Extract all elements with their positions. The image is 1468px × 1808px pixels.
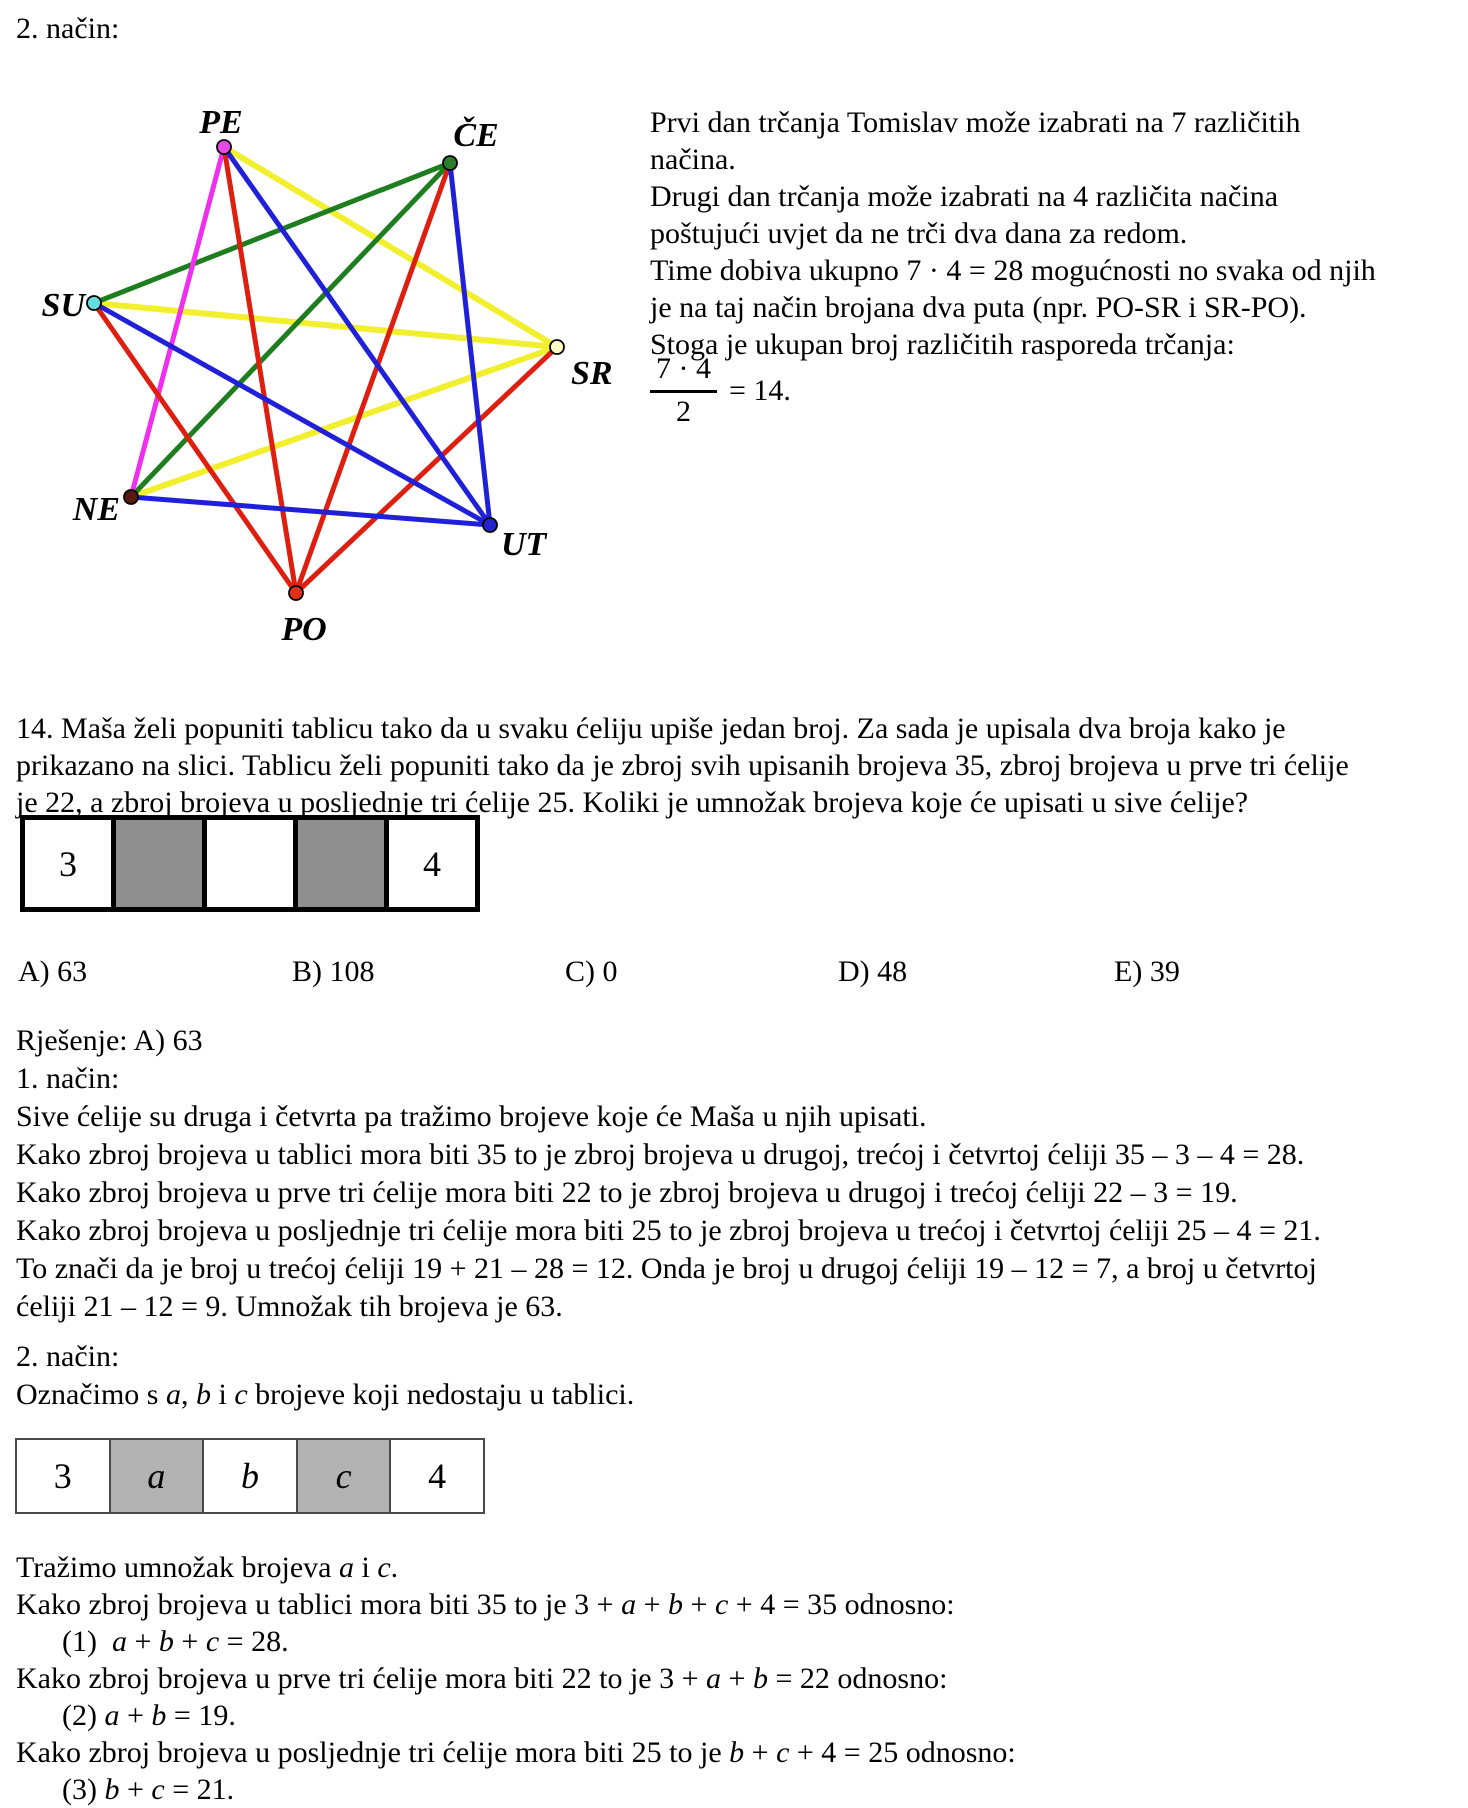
vertex-dot-SR	[550, 340, 564, 354]
cell-value: a	[147, 1456, 166, 1496]
vertex-dot-CE	[443, 156, 457, 170]
method-2-derivation	[16, 1549, 1016, 1808]
table-cell-5	[384, 820, 475, 907]
vertex-label-CE: ČE	[453, 117, 499, 154]
fraction-result: = 14.	[729, 373, 791, 407]
cell-value: b	[240, 1456, 259, 1496]
edge-CE-SU	[94, 163, 450, 303]
explanation-block	[650, 104, 1376, 363]
edge-UT-NE	[131, 497, 490, 525]
solution-line: To znači da je broj u trećoj ćeliji 19 + 21 – 28 = 12. Onda je broj u drugoj ćeliji 19 – 12 = 7, a broj u četvrtoj	[16, 1252, 1317, 1285]
method-2-intro: Označimo s a, b i c brojeve koji nedostaju u tablici.	[16, 1378, 635, 1411]
table-cell-3	[202, 1440, 296, 1512]
solution-line: ćeliji 21 – 12 = 9. Umnožak tih brojeva je 63.	[16, 1290, 563, 1323]
fraction	[650, 352, 717, 429]
explanation-line: načina.	[650, 143, 736, 176]
table-cell-4-gray	[293, 820, 384, 907]
vertex-dot-UT	[483, 518, 497, 532]
equation-3: (3) b + c = 21.	[62, 1773, 235, 1806]
fraction-denominator: 2	[676, 395, 691, 428]
cell-value: 4	[428, 1456, 447, 1496]
derivation-line: Kako zbroj brojeva u posljednje tri ćelije mora biti 25 to je b + c + 4 = 25 odnosno:	[16, 1736, 1016, 1769]
answer-options-row	[0, 955, 1468, 995]
vertex-label-PE: PE	[199, 104, 243, 141]
derivation-line: Tražimo umnožak brojeva a i c.	[16, 1551, 399, 1584]
answer-option-a: A) 63	[18, 955, 88, 988]
table-cell-2-gray	[111, 820, 202, 907]
explanation-line: Stoga je ukupan broj različitih rasporeda trčanja:	[650, 328, 1235, 361]
explanation-line: poštujući uvjet da ne trči dva dana za redom.	[650, 217, 1188, 250]
cell-value: 4	[423, 843, 441, 884]
equation-2: (2) a + b = 19.	[62, 1699, 236, 1732]
explanation-line: Drugi dan trčanja može izabrati na 4 različita načina	[650, 180, 1279, 213]
explanation-line: je na taj način brojana dva puta (npr. PO-SR i SR-PO).	[650, 291, 1307, 324]
solution-result: Rješenje: A) 63	[16, 1024, 203, 1057]
solution-line: Kako zbroj brojeva u tablici mora biti 35 to je zbroj brojeva u drugoj, trećoj i četvrtoj ćeliji 35 – 3 – 4 = 28.	[16, 1138, 1305, 1171]
method-1-heading: 1. način:	[16, 1062, 120, 1095]
table-cell-3	[202, 820, 293, 907]
solution-method-1	[16, 1022, 1321, 1326]
vertex-dot-NE	[124, 490, 138, 504]
fraction-numerator: 7 · 4	[650, 352, 717, 393]
vertex-label-SR: SR	[571, 355, 613, 392]
equation-1: (1) a + b + c = 28.	[62, 1625, 289, 1658]
variables-table	[15, 1438, 485, 1514]
explanation-line: Prvi dan trčanja Tomislav može izabrati na 7 različitih	[650, 106, 1301, 139]
vertex-label-UT: UT	[501, 526, 547, 563]
answer-option-e: E) 39	[1114, 955, 1180, 988]
derivation-line: Kako zbroj brojeva u prve tri ćelije mora biti 22 to je 3 + a + b = 22 odnosno:	[16, 1662, 948, 1695]
explanation-line: Time dobiva ukupno 7 · 4 = 28 mogućnosti no svaka od njih	[650, 254, 1376, 287]
vertex-label-SU: SU	[41, 287, 85, 324]
edge-PO-CE	[296, 163, 450, 593]
solution-line: Sive ćelije su druga i četvrta pa tražimo brojeve koje će Maša u njih upisati.	[16, 1100, 927, 1133]
week-days-graph	[0, 0, 660, 680]
solution-line: Kako zbroj brojeva u posljednje tri ćelije mora biti 25 to je zbroj brojeva u trećoj i četvrtoj ćeliji 25 – 4 = 21.	[16, 1214, 1321, 1247]
edge-SR-NE	[131, 347, 557, 497]
fraction-equation	[650, 352, 791, 429]
table-cell-1	[17, 1440, 109, 1512]
given-table	[20, 815, 480, 912]
vertex-dot-PO	[289, 586, 303, 600]
solution-line: Kako zbroj brojeva u prve tri ćelije mora biti 22 to je zbroj brojeva u drugoj i trećoj ćeliji 22 – 3 = 19.	[16, 1176, 1238, 1209]
edge-UT-CE	[450, 163, 490, 525]
table-cell-4-gray	[296, 1440, 390, 1512]
table-cell-5	[389, 1440, 483, 1512]
vertex-dot-PE	[217, 140, 231, 154]
problem-line: 14. Maša želi popuniti tablicu tako da u svaku ćeliju upiše jedan broj. Za sada je upisala dva broja kako je	[16, 712, 1286, 745]
edge-PE-NE	[131, 147, 224, 497]
method-2-heading: 2. način:	[16, 1340, 120, 1373]
answer-option-d: D) 48	[838, 955, 908, 988]
vertex-label-NE: NE	[72, 491, 120, 528]
problem-line: prikazano na slici. Tablicu želi popuniti tako da je zbroj svih upisanih brojeva 35, zbroj brojeva u prve tri ćelije	[16, 749, 1349, 782]
table-cell-2-gray	[109, 1440, 203, 1512]
edge-PO-PE	[224, 147, 296, 593]
table-cell-1	[25, 820, 111, 907]
vertex-label-PO: PO	[281, 611, 327, 648]
cell-value: c	[335, 1456, 352, 1496]
derivation-line: Kako zbroj brojeva u tablici mora biti 35 to je 3 + a + b + c + 4 = 35 odnosno:	[16, 1588, 955, 1621]
cell-value: 3	[53, 1456, 72, 1496]
answer-option-c: C) 0	[565, 955, 618, 988]
problem-14-statement	[16, 710, 1349, 821]
problem-line: je 22, a zbroj brojeva u posljednje tri ćelije 25. Koliki je umnožak brojeva koje će upisati u sive ćelije?	[16, 786, 1249, 819]
solution-method-2	[16, 1338, 634, 1414]
edge-SR-PE	[224, 147, 557, 347]
answer-option-b: B) 108	[292, 955, 375, 988]
method-2-heading-top: 2. način:	[16, 12, 120, 45]
cell-value: 3	[59, 843, 77, 884]
vertex-dot-SU	[87, 296, 101, 310]
